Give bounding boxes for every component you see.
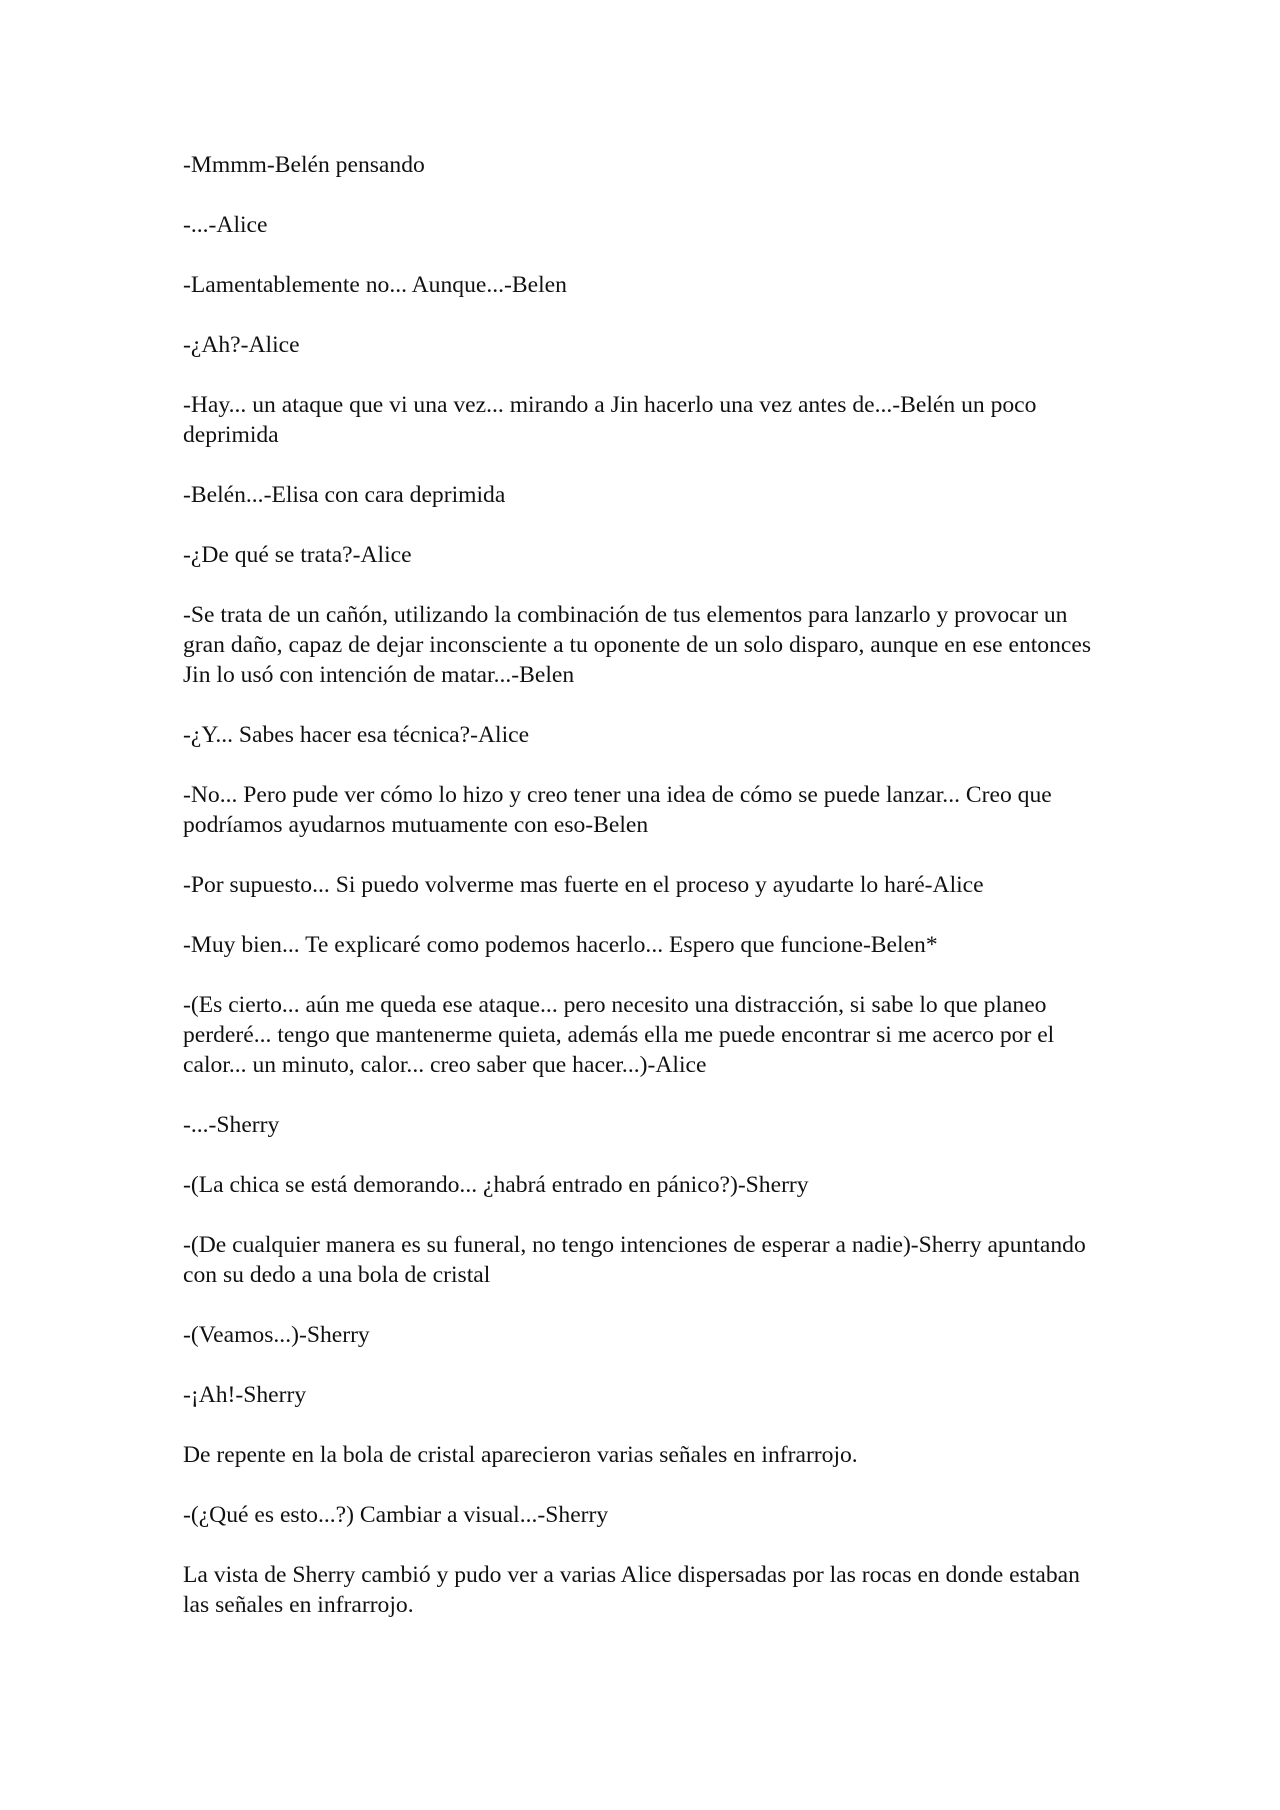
paragraph: -(¿Qué es esto...?) Cambiar a visual...-Sherry <box>183 1502 609 1528</box>
paragraph: La vista de Sherry cambió y pudo ver a varias Alice dispersadas por las rocas en donde estaban las señales en infrarrojo. <box>183 1562 1080 1618</box>
paragraph: -Muy bien... Te explicaré como podemos hacerlo... Espero que funcione-Belen* <box>183 932 938 958</box>
paragraph: -Belén...-Elisa con cara deprimida <box>183 482 506 508</box>
paragraph: -Se trata de un cañón, utilizando la combinación de tus elementos para lanzarlo y provocar un gran daño, capaz de dejar inconsciente a tu oponente de un solo disparo, aunque en ese entonces Jin lo usó con intención de matar...-Belen <box>183 602 1092 688</box>
paragraph: -(La chica se está demorando... ¿habrá entrado en pánico?)-Sherry <box>183 1172 809 1198</box>
paragraph: -Por supuesto... Si puedo volverme mas fuerte en el proceso y ayudarte lo haré-Alice <box>183 872 984 898</box>
paragraph: -¿Ah?-Alice <box>183 332 300 358</box>
paragraph: -¡Ah!-Sherry <box>183 1382 307 1408</box>
paragraph: -(Es cierto... aún me queda ese ataque... pero necesito una distracción, si sabe lo que planeo perderé... tengo que mantenerme quieta, además ella me puede encontrar si me acerco por el calor... un minuto, calor... creo saber que hacer...)-Alice <box>183 992 1055 1078</box>
paragraph: -...-Sherry <box>183 1112 280 1138</box>
paragraph: -(Veamos...)-Sherry <box>183 1322 370 1348</box>
paragraph: De repente en la bola de cristal aparecieron varias señales en infrarrojo. <box>183 1442 858 1468</box>
paragraph: -¿De qué se trata?-Alice <box>183 542 412 568</box>
paragraph: -Hay... un ataque que vi una vez... mirando a Jin hacerlo una vez antes de...-Belén un poco deprimida <box>183 392 1037 448</box>
paragraph: -¿Y... Sabes hacer esa técnica?-Alice <box>183 722 530 748</box>
document-body <box>183 150 1103 1650</box>
paragraph: -Lamentablemente no... Aunque...-Belen <box>183 272 567 298</box>
paragraph: -(De cualquier manera es su funeral, no tengo intenciones de esperar a nadie)-Sherry apuntando con su dedo a una bola de cristal <box>183 1232 1086 1288</box>
paragraph: -Mmmm-Belén pensando <box>183 152 425 178</box>
paragraph: -No... Pero pude ver cómo lo hizo y creo tener una idea de cómo se puede lanzar... Creo que podríamos ayudarnos mutuamente con eso-Belen <box>183 782 1052 838</box>
paragraph: -...-Alice <box>183 212 268 238</box>
